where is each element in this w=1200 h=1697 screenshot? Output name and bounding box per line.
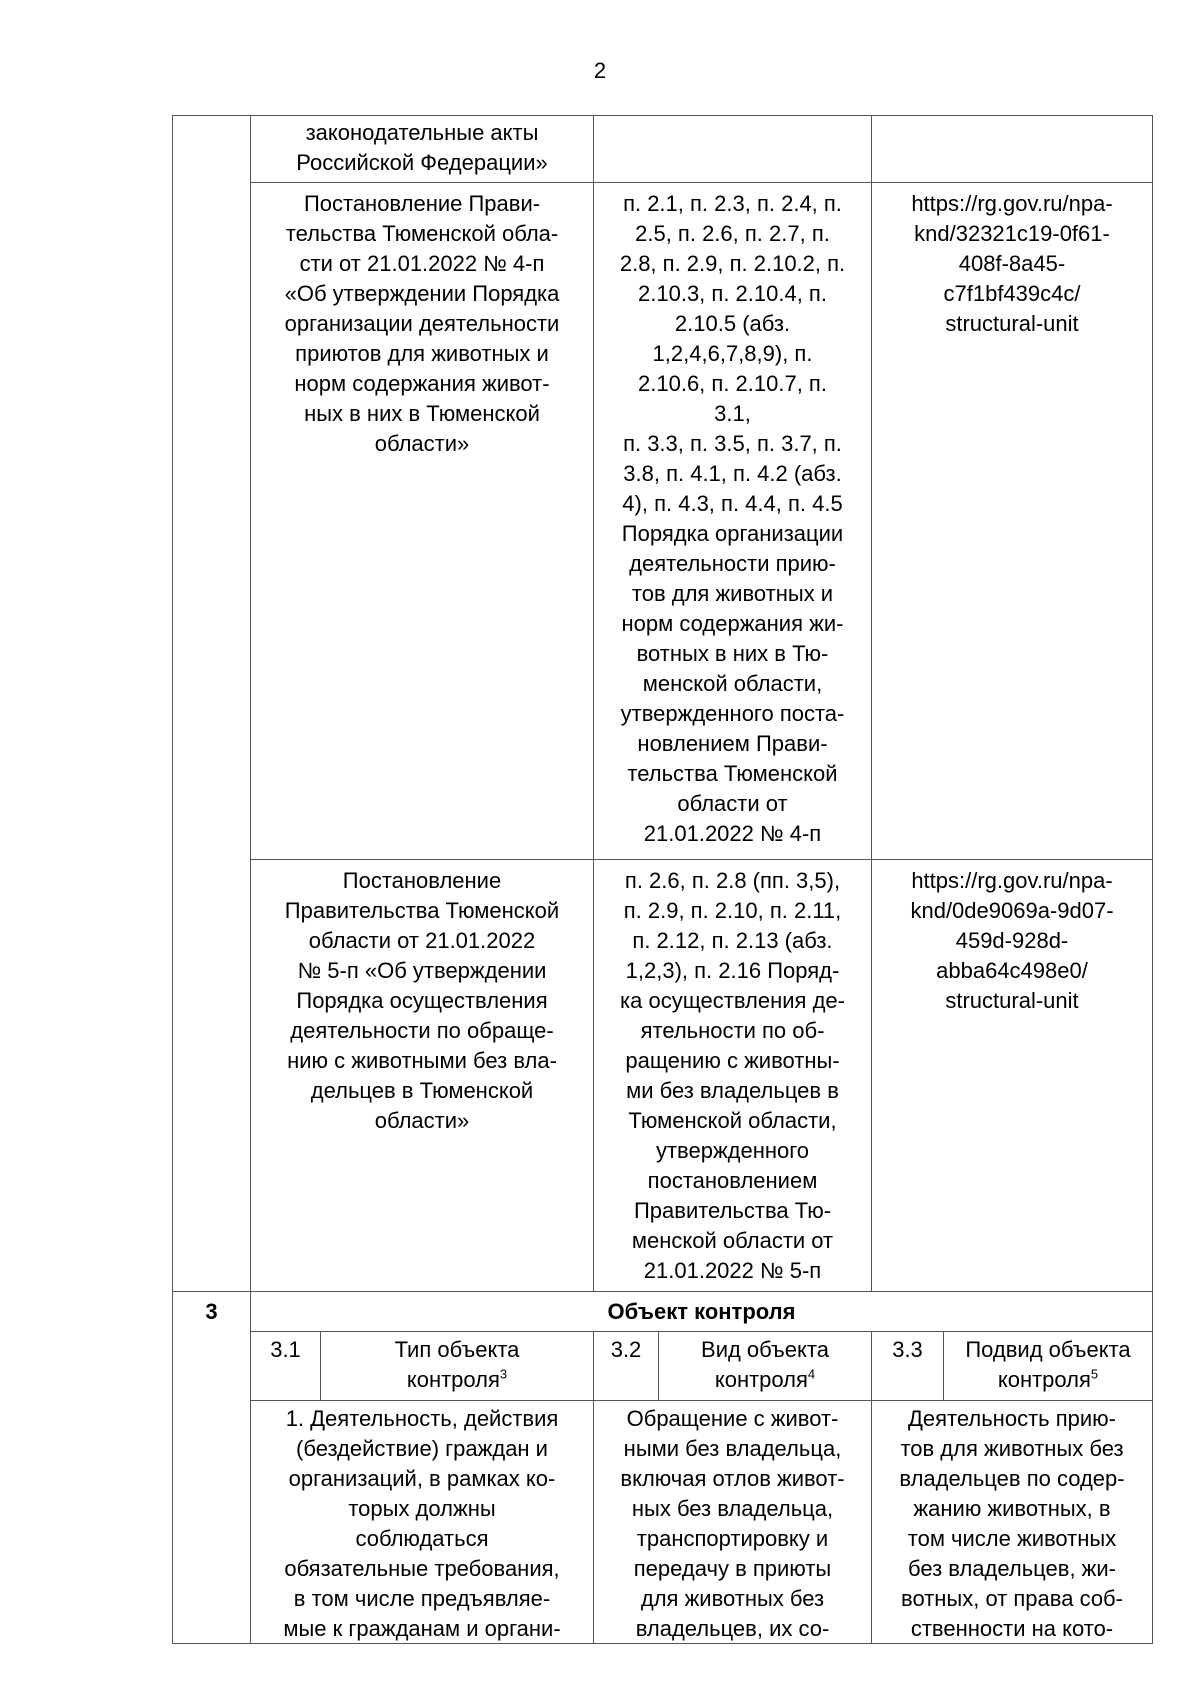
decree5-link-line[interactable]: knd/0de9069a-9d07-: [910, 898, 1114, 923]
decree5-points-line: Тюменской области,: [628, 1108, 837, 1133]
decree4-points-line: вотных в них в Тю-: [636, 641, 829, 666]
decree4-points-line: новлением Прави-: [637, 731, 828, 756]
sub2-label: [659, 1332, 871, 1395]
decree4-name-line: организации деятельности: [284, 311, 560, 336]
decree5-points-line: 21.01.2022 № 5-п: [643, 1258, 822, 1283]
sub2-label-text: контроля: [714, 1367, 808, 1392]
decree4-name-line: ных в них в Тюменской: [304, 401, 540, 426]
decree4-link-line[interactable]: 408f-8a45-: [958, 251, 1066, 276]
object-kind-line: передачу в приюты: [633, 1556, 832, 1581]
object-type-line: обязательные требования,: [284, 1556, 560, 1581]
decree5-name-line: нию с животными без вла-: [287, 1048, 557, 1073]
decree5-link[interactable]: [872, 860, 1152, 1016]
decree5-name-line: Порядка осуществления: [296, 988, 548, 1013]
continued-act-name-line: законодательные акты: [305, 120, 539, 145]
decree4-name-line: норм содержания живот-: [294, 371, 550, 396]
decree5-name-line: № 5-п «Об утверждении: [297, 958, 547, 983]
sub3-number: 3.3: [892, 1337, 923, 1362]
object-subkind-line: Деятельность прию-: [908, 1406, 1116, 1431]
decree4-points-line: Порядка организации: [621, 521, 844, 546]
sub1-label-text: контроля: [406, 1367, 500, 1392]
sub3-label-line: Подвид объекта: [965, 1337, 1131, 1362]
decree5-name-line: дельцев в Тюменской: [310, 1078, 534, 1103]
object-kind-line: транспортировку и: [636, 1526, 829, 1551]
decree4-points-line: утвержденного поста-: [620, 701, 845, 726]
section3-number: 3: [205, 1299, 218, 1324]
section3-title: Объект контроля: [607, 1299, 796, 1324]
decree4-link-line[interactable]: knd/32321c19-0f61-: [914, 221, 1110, 246]
object-type-line: торых должны: [348, 1496, 496, 1521]
decree4-points-line: п. 2.1, п. 2.3, п. 2.4, п.: [623, 191, 842, 216]
decree4-points-line: 1,2,4,6,7,8,9), п.: [652, 341, 813, 366]
object-subkind-line: жанию животных, в: [913, 1496, 1111, 1521]
decree5-name-line: деятельности по обраще-: [290, 1018, 554, 1043]
decree4-name-line: сти от 21.01.2022 № 4-п: [299, 251, 545, 276]
decree4-points-line: тов для животных и: [631, 581, 834, 606]
decree4-link[interactable]: [872, 183, 1152, 339]
sub2-number: 3.2: [610, 1337, 642, 1362]
decree5-points-line: ми без владельцев в: [626, 1078, 839, 1103]
object-type-line: в том числе предъявляе-: [293, 1586, 551, 1611]
object-subkind-line: вотных, от права соб-: [901, 1586, 1123, 1611]
object-type-line: 1. Деятельность, действия: [285, 1406, 559, 1431]
decree5-points-line: 1,2,3), п. 2.16 Поряд-: [625, 958, 840, 983]
sub1-label-line: Тип объекта: [394, 1337, 520, 1362]
footnote-ref-5: 5: [1090, 1366, 1099, 1382]
object-subkind-line: без владельцев, жи-: [907, 1556, 1117, 1581]
decree4-name-line: приютов для животных и: [295, 341, 549, 366]
object-kind-line: включая отлов живот-: [620, 1466, 845, 1491]
sub3-label: [944, 1332, 1152, 1395]
decree4-name-line: «Об утверждении Порядка: [284, 281, 560, 306]
object-subkind-line: том числе животных: [907, 1526, 1117, 1551]
decree5-link-line[interactable]: abba64c498e0/: [936, 958, 1088, 983]
footnote-ref-4: 4: [807, 1366, 816, 1382]
decree4-points-line: деятельности прию-: [629, 551, 836, 576]
page-number: 2: [593, 58, 607, 83]
decree4-points-line: п. 3.3, п. 3.5, п. 3.7, п.: [623, 431, 842, 456]
decree5-points-line: ка осуществления де-: [620, 988, 845, 1013]
object-type-line: организаций, в рамках ко-: [288, 1466, 556, 1491]
decree4-name-line: Постановление Прави-: [303, 191, 541, 216]
object-subkind-line: ственности на кото-: [910, 1616, 1114, 1641]
decree4-points-line: 2.10.5 (абз.: [674, 311, 791, 336]
decree5-name-line: Правительства Тюменской: [284, 898, 560, 923]
decree5-points-line: постановлением: [647, 1168, 818, 1193]
decree4-points-line: 2.5, п. 2.6, п. 2.7, п.: [635, 221, 830, 246]
sub1-number: 3.1: [270, 1337, 301, 1362]
decree5-points-line: п. 2.12, п. 2.13 (абз.: [632, 928, 833, 953]
decree5-points-line: утвержденного: [655, 1138, 810, 1163]
decree4-link-line[interactable]: structural-unit: [945, 311, 1079, 336]
decree5-points: [594, 860, 871, 1286]
decree4-points-line: 2.8, п. 2.9, п. 2.10.2, п.: [619, 251, 846, 276]
decree4-points-line: 4), п. 4.3, п. 4.4, п. 4.5: [622, 491, 843, 516]
decree5-points-line: менской области от: [631, 1228, 834, 1253]
object-kind-text: [594, 1401, 871, 1644]
decree4-points-line: 21.01.2022 № 4-п: [643, 821, 822, 846]
object-subkind-line: владельцев по содер-: [899, 1466, 1125, 1491]
decree5-points-line: Правительства Тю-: [633, 1198, 832, 1223]
decree5-name: [251, 860, 593, 1136]
object-type-line: мые к гражданам и органи-: [283, 1616, 561, 1641]
decree4-link-line[interactable]: https://rg.gov.ru/npa-: [911, 191, 1113, 216]
sub2-label-line: [661, 1365, 869, 1395]
object-subkind-text: [872, 1401, 1152, 1644]
object-subkind-line: тов для животных без: [900, 1436, 1124, 1461]
decree4-points-line: тельства Тюменской: [627, 761, 838, 786]
decree4-points: [594, 183, 871, 849]
decree4-points-line: норм содержания жи-: [621, 611, 844, 636]
object-kind-line: ными без владельца,: [623, 1436, 842, 1461]
decree4-points-line: области от: [677, 791, 788, 816]
object-kind-line: ных без владельца,: [631, 1496, 834, 1521]
decree5-points-line: ятельности по об-: [640, 1018, 825, 1043]
decree5-name-line: области от 21.01.2022: [308, 928, 536, 953]
decree4-points-line: 3.8, п. 4.1, п. 4.2 (абз.: [623, 461, 842, 486]
decree4-link-line[interactable]: c7f1bf439c4c/: [943, 281, 1081, 306]
sub3-label-line: [946, 1365, 1150, 1395]
decree5-name-line: Постановление: [342, 868, 502, 893]
object-type-line: соблюдаться: [355, 1526, 489, 1551]
decree4-points-line: 3.1,: [714, 401, 751, 426]
object-type-line: (бездействие) граждан и: [296, 1436, 548, 1461]
decree4-name-line: области»: [374, 431, 470, 456]
decree4-name-line: тельства Тюменской обла-: [285, 221, 559, 246]
decree4-name: [251, 183, 593, 459]
object-kind-line: для животных без: [640, 1586, 825, 1611]
decree5-points-line: п. 2.6, п. 2.8 (пп. 3,5),: [624, 868, 841, 893]
decree4-points-line: 2.10.3, п. 2.10.4, п.: [638, 281, 827, 306]
sub2-label-line: Вид объекта: [701, 1337, 829, 1362]
continued-act-name-line: Российской Федерации»: [296, 150, 548, 175]
object-kind-line: владельцев, их со-: [635, 1616, 830, 1641]
decree4-points-line: 2.10.6, п. 2.10.7, п.: [638, 371, 827, 396]
decree5-name-line: области»: [374, 1108, 470, 1133]
decree5-link-line[interactable]: structural-unit: [945, 988, 1079, 1013]
continued-act-name: [251, 116, 593, 178]
decree5-link-line[interactable]: https://rg.gov.ru/npa-: [911, 868, 1113, 893]
object-type-text: [251, 1401, 593, 1644]
sub3-label-text: контроля: [997, 1367, 1091, 1392]
object-kind-line: Обращение с живот-: [626, 1406, 839, 1431]
decree4-points-line: менской области,: [642, 671, 823, 696]
decree5-points-line: п. 2.9, п. 2.10, п. 2.11,: [623, 898, 842, 923]
decree5-link-line[interactable]: 459d-928d-: [955, 928, 1069, 953]
sub1-label: [321, 1332, 593, 1395]
decree5-points-line: ращению с животны-: [625, 1048, 840, 1073]
footnote-ref-3: 3: [499, 1366, 508, 1382]
sub1-label-line: [323, 1365, 591, 1395]
